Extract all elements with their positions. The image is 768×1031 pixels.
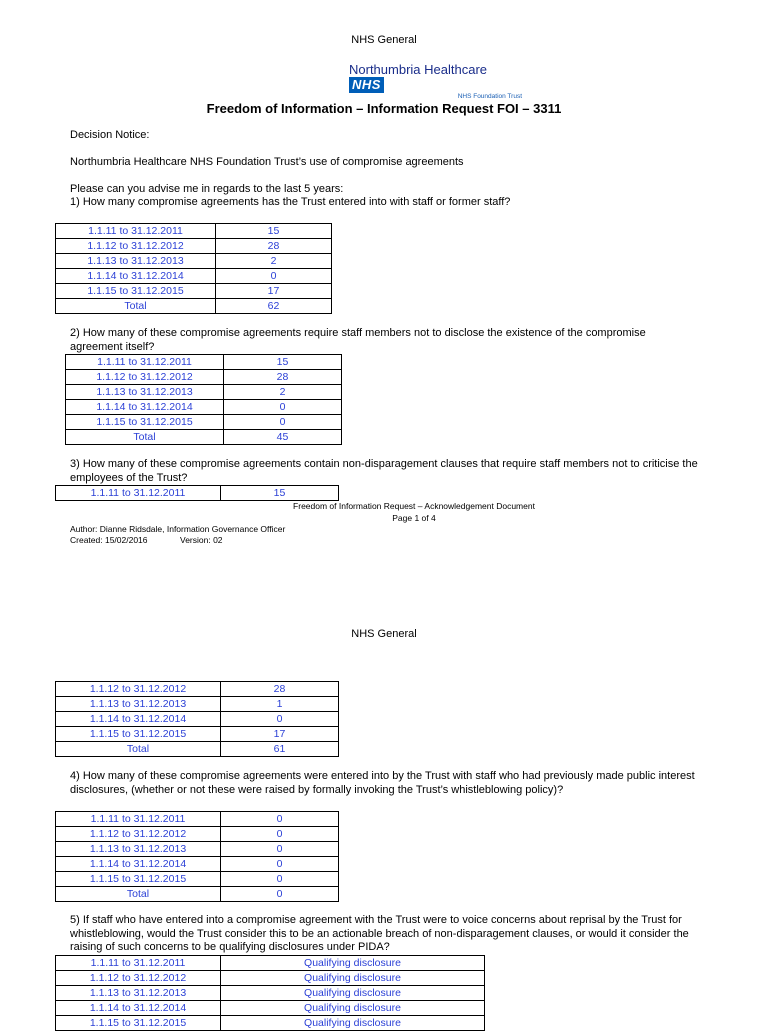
table-row — [66, 355, 342, 370]
table-row — [56, 956, 485, 971]
value-cell: 0 — [224, 400, 342, 415]
table-q4 — [55, 811, 339, 902]
table-q2 — [65, 354, 342, 445]
table-row — [56, 827, 339, 842]
footer-document-title: Freedom of Information Request – Acknowledgement Document — [293, 501, 535, 511]
table-row — [56, 254, 332, 269]
period-cell: 1.1.14 to 31.12.2014 — [56, 712, 221, 727]
table-q1 — [55, 223, 332, 314]
period-cell: 1.1.11 to 31.12.2011 — [56, 224, 216, 239]
table-row — [56, 887, 339, 902]
value-cell: 0 — [221, 887, 339, 902]
value-cell: 0 — [224, 415, 342, 430]
table-row — [56, 239, 332, 254]
question-5: 5) If staff who have entered into a compromise agreement with the Trust were to voice concerns about reprisal by the Trust for whistleblowing, would the Trust consider this to be an actionable breach of non-disparagement clauses, or would it consider the raising of such concerns to be qualifying disclosures under PIDA? — [70, 914, 689, 953]
page-2-header: NHS General — [351, 628, 417, 640]
period-cell: 1.1.11 to 31.12.2011 — [56, 812, 221, 827]
period-cell: 1.1.12 to 31.12.2012 — [66, 370, 224, 385]
value-cell: 0 — [216, 269, 332, 284]
table-row — [56, 284, 332, 299]
period-cell: 1.1.12 to 31.12.2012 — [56, 239, 216, 254]
period-cell: 1.1.14 to 31.12.2014 — [56, 857, 221, 872]
table-row — [56, 812, 339, 827]
table-row — [66, 400, 342, 415]
value-cell: 0 — [221, 842, 339, 857]
period-cell: 1.1.15 to 31.12.2015 — [66, 415, 224, 430]
value-cell: 15 — [221, 486, 339, 501]
page-header: NHS General — [351, 34, 417, 46]
table-row — [56, 1016, 485, 1031]
period-cell: 1.1.13 to 31.12.2013 — [56, 697, 221, 712]
period-cell: 1.1.13 to 31.12.2013 — [56, 254, 216, 269]
period-cell: 1.1.11 to 31.12.2011 — [66, 355, 224, 370]
value-cell: 1 — [221, 697, 339, 712]
value-cell: Qualifying disclosure — [221, 1016, 485, 1031]
question-4: 4) How many of these compromise agreements were entered into by the Trust with staff who had previously made public interest disclosures, (whether or not these were raised by formally invoking the Trust’s whistleblowing policy)? — [70, 770, 695, 796]
period-cell: 1.1.14 to 31.12.2014 — [66, 400, 224, 415]
period-cell: Total — [66, 430, 224, 445]
period-cell: 1.1.12 to 31.12.2012 — [56, 971, 221, 986]
table-q5 — [55, 955, 485, 1031]
period-cell: 1.1.14 to 31.12.2014 — [56, 1001, 221, 1016]
period-cell: Total — [56, 742, 221, 757]
table-row — [56, 269, 332, 284]
value-cell: 28 — [216, 239, 332, 254]
period-cell: 1.1.13 to 31.12.2013 — [56, 842, 221, 857]
value-cell: 0 — [221, 812, 339, 827]
period-cell: 1.1.11 to 31.12.2011 — [56, 956, 221, 971]
document-title: Freedom of Information – Information Request FOI – 3311 — [206, 101, 562, 116]
value-cell: 0 — [221, 872, 339, 887]
request-subject: Northumbria Healthcare NHS Foundation Trust’s use of compromise agreements — [70, 156, 464, 168]
table-row — [56, 224, 332, 239]
table-row — [66, 430, 342, 445]
value-cell: 17 — [221, 727, 339, 742]
footer-author: Author: Dianne Ridsdale, Information Governance Officer — [70, 524, 286, 534]
value-cell: 28 — [221, 682, 339, 697]
period-cell: 1.1.11 to 31.12.2011 — [56, 486, 221, 501]
period-cell: 1.1.13 to 31.12.2013 — [66, 385, 224, 400]
question-2: 2) How many of these compromise agreements require staff members not to disclose the existence of the compromise agreement itself? — [70, 327, 646, 353]
period-cell: 1.1.15 to 31.12.2015 — [56, 1016, 221, 1031]
value-cell: 28 — [224, 370, 342, 385]
value-cell: Qualifying disclosure — [221, 956, 485, 971]
period-cell: Total — [56, 887, 221, 902]
request-intro: Please can you advise me in regards to the last 5 years: — [70, 183, 344, 195]
logo-org-name: Northumbria Healthcare — [349, 62, 488, 77]
table-row — [66, 370, 342, 385]
value-cell: 62 — [216, 299, 332, 314]
period-cell: 1.1.12 to 31.12.2012 — [56, 682, 221, 697]
value-cell: 2 — [216, 254, 332, 269]
table-row — [56, 1001, 485, 1016]
value-cell: 17 — [216, 284, 332, 299]
table-row — [56, 986, 485, 1001]
table-row — [56, 712, 339, 727]
table-q3 — [55, 485, 339, 501]
nhs-logo-icon: NHS — [349, 77, 384, 93]
period-cell: 1.1.15 to 31.12.2015 — [56, 284, 216, 299]
value-cell: 15 — [224, 355, 342, 370]
period-cell: Total — [56, 299, 216, 314]
footer-created: Created: 15/02/2016 — [70, 535, 148, 545]
table-row — [56, 486, 339, 501]
value-cell: 0 — [221, 857, 339, 872]
period-cell: 1.1.13 to 31.12.2013 — [56, 986, 221, 1001]
value-cell: 2 — [224, 385, 342, 400]
value-cell: 0 — [221, 712, 339, 727]
table-row — [66, 415, 342, 430]
period-cell: 1.1.14 to 31.12.2014 — [56, 269, 216, 284]
table-row — [56, 682, 339, 697]
table-row — [56, 872, 339, 887]
table-row — [56, 857, 339, 872]
footer-page-number: Page 1 of 4 — [392, 513, 436, 523]
table-row — [66, 385, 342, 400]
table-q3-continued — [55, 681, 339, 757]
table-row — [56, 727, 339, 742]
table-row — [56, 971, 485, 986]
logo-subtitle: NHS Foundation Trust — [457, 93, 522, 100]
footer-version: Version: 02 — [180, 535, 223, 545]
period-cell: 1.1.15 to 31.12.2015 — [56, 872, 221, 887]
value-cell: Qualifying disclosure — [221, 986, 485, 1001]
value-cell: 45 — [224, 430, 342, 445]
trust-logo — [349, 62, 524, 100]
period-cell: 1.1.15 to 31.12.2015 — [56, 727, 221, 742]
value-cell: Qualifying disclosure — [221, 971, 485, 986]
table-row — [56, 299, 332, 314]
period-cell: 1.1.12 to 31.12.2012 — [56, 827, 221, 842]
table-row — [56, 742, 339, 757]
value-cell: 15 — [216, 224, 332, 239]
question-3: 3) How many of these compromise agreements contain non-disparagement clauses that require staff members not to criticise the employees of the Trust? — [70, 458, 698, 484]
value-cell: Qualifying disclosure — [221, 1001, 485, 1016]
decision-notice-label: Decision Notice: — [70, 129, 150, 141]
value-cell: 0 — [221, 827, 339, 842]
question-1: 1) How many compromise agreements has the Trust entered into with staff or former staff? — [70, 196, 511, 208]
value-cell: 61 — [221, 742, 339, 757]
table-row — [56, 697, 339, 712]
table-row — [56, 842, 339, 857]
